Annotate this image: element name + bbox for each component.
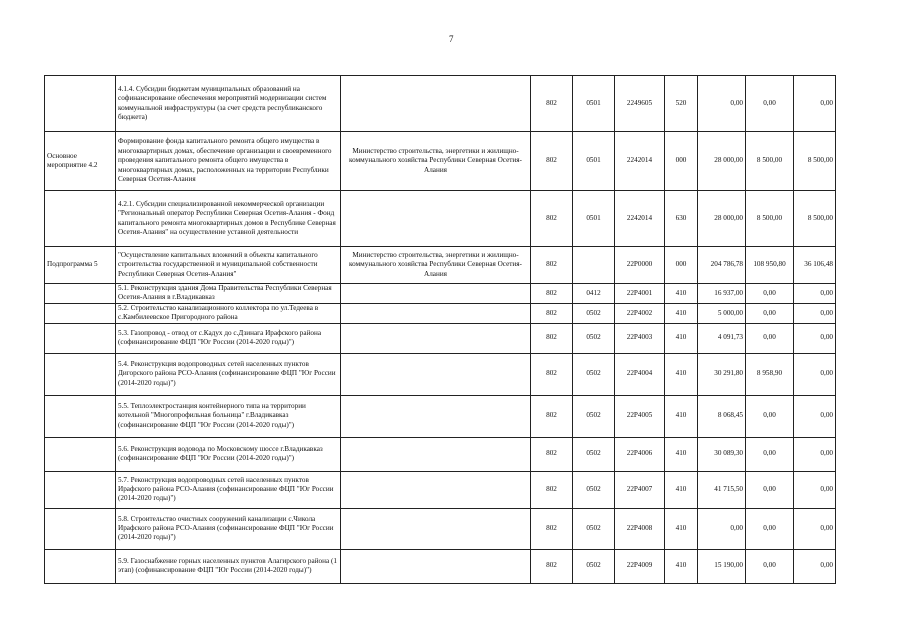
row-rzpr-cell: 0502 bbox=[573, 395, 615, 437]
row-name-cell: 5.2. Строительство канализационного коллектора по ул.Тедеева в с.Камбилеевское Пригородного района bbox=[116, 303, 341, 323]
table-row bbox=[45, 247, 836, 284]
table-row bbox=[45, 132, 836, 191]
row-responsible-cell bbox=[341, 284, 531, 304]
row-amount-2017-cell: 0,00 bbox=[794, 76, 836, 132]
row-name-cell: "Осуществление капитальных вложений в объекты капитального строительства государственной и муниципальной собственности Республики Северная Осетия-Алания" bbox=[116, 247, 341, 284]
row-csr-cell: 2249605 bbox=[615, 76, 665, 132]
row-amount-2016-cell: 0,00 bbox=[746, 303, 794, 323]
row-vr-cell: 410 bbox=[665, 284, 698, 304]
row-amount-2015-cell: 204 786,78 bbox=[698, 247, 746, 284]
row-amount-2016-cell: 0,00 bbox=[746, 508, 794, 549]
table-row bbox=[45, 323, 836, 353]
row-amount-2016-cell: 0,00 bbox=[746, 284, 794, 304]
row-grbs-cell: 802 bbox=[531, 132, 573, 191]
row-amount-2017-cell: 8 500,00 bbox=[794, 132, 836, 191]
table-row bbox=[45, 395, 836, 437]
row-rzpr-cell: 0502 bbox=[573, 549, 615, 583]
row-type-cell bbox=[45, 395, 116, 437]
row-type-cell: Подпрограмма 5 bbox=[45, 247, 116, 284]
row-grbs-cell: 802 bbox=[531, 437, 573, 471]
row-amount-2017-cell: 0,00 bbox=[794, 395, 836, 437]
row-responsible-cell: Министерство строительства, энергетики и жилищно-коммунального хозяйства Республики Северная Осетия-Алания bbox=[341, 247, 531, 284]
row-amount-2015-cell: 15 190,00 bbox=[698, 549, 746, 583]
row-name-cell: 5.9. Газоснабжение горных населенных пунктов Алагирского района (1 этап) (софинансирование ФЦП "Юг России (2014-2020 годы)") bbox=[116, 549, 341, 583]
table-row bbox=[45, 549, 836, 583]
table-body bbox=[45, 76, 836, 584]
row-name-cell: 5.8. Строительство очистных сооружений канализации с.Чикола Ирафского района РСО-Алания (софинансирование ФЦП "Юг России (2014-2020 годы)") bbox=[116, 508, 341, 549]
row-type-cell bbox=[45, 549, 116, 583]
row-rzpr-cell: 0502 bbox=[573, 508, 615, 549]
row-amount-2015-cell: 28 000,00 bbox=[698, 191, 746, 247]
row-name-cell: 5.5. Теплоэлектростанция контейнерного типа на территории котельной "Многопрофильная больница" г.Владикавказ (софинансирование ФЦП "Юг России (2014-2020 годы)") bbox=[116, 395, 341, 437]
row-responsible-cell bbox=[341, 437, 531, 471]
row-csr-cell: 22P4007 bbox=[615, 471, 665, 508]
row-amount-2016-cell: 8 500,00 bbox=[746, 191, 794, 247]
row-amount-2016-cell: 0,00 bbox=[746, 395, 794, 437]
row-amount-2016-cell: 108 950,80 bbox=[746, 247, 794, 284]
row-name-cell: 5.3. Газопровод - отвод от с.Кадух до с.Дзинага Ирафского района (софинансирование ФЦП "Юг России (2014-2020 годы)") bbox=[116, 323, 341, 353]
row-responsible-cell bbox=[341, 353, 531, 395]
row-grbs-cell: 802 bbox=[531, 353, 573, 395]
row-rzpr-cell: 0502 bbox=[573, 471, 615, 508]
row-vr-cell: 520 bbox=[665, 76, 698, 132]
row-amount-2017-cell: 0,00 bbox=[794, 471, 836, 508]
row-csr-cell: 22P4005 bbox=[615, 395, 665, 437]
row-amount-2017-cell: 36 106,48 bbox=[794, 247, 836, 284]
row-amount-2016-cell: 0,00 bbox=[746, 437, 794, 471]
row-vr-cell: 410 bbox=[665, 323, 698, 353]
row-responsible-cell bbox=[341, 323, 531, 353]
row-amount-2017-cell: 8 500,00 bbox=[794, 191, 836, 247]
row-csr-cell: 22P4004 bbox=[615, 353, 665, 395]
row-rzpr-cell: 0502 bbox=[573, 303, 615, 323]
row-amount-2015-cell: 0,00 bbox=[698, 76, 746, 132]
row-amount-2017-cell: 0,00 bbox=[794, 353, 836, 395]
row-grbs-cell: 802 bbox=[531, 76, 573, 132]
row-amount-2015-cell: 30 291,80 bbox=[698, 353, 746, 395]
row-amount-2017-cell: 0,00 bbox=[794, 284, 836, 304]
row-amount-2015-cell: 8 068,45 bbox=[698, 395, 746, 437]
row-amount-2015-cell: 41 715,50 bbox=[698, 471, 746, 508]
page-number: 7 bbox=[449, 34, 454, 44]
row-rzpr-cell: 0502 bbox=[573, 323, 615, 353]
row-amount-2016-cell: 0,00 bbox=[746, 471, 794, 508]
row-amount-2017-cell: 0,00 bbox=[794, 303, 836, 323]
row-vr-cell: 000 bbox=[665, 247, 698, 284]
row-csr-cell: 22P4009 bbox=[615, 549, 665, 583]
row-csr-cell: 22P4002 bbox=[615, 303, 665, 323]
row-amount-2015-cell: 5 000,00 bbox=[698, 303, 746, 323]
row-vr-cell: 410 bbox=[665, 395, 698, 437]
row-vr-cell: 410 bbox=[665, 508, 698, 549]
row-rzpr-cell bbox=[573, 247, 615, 284]
table-row bbox=[45, 76, 836, 132]
row-type-cell: Основное мероприятие 4.2 bbox=[45, 132, 116, 191]
row-type-cell bbox=[45, 284, 116, 304]
row-csr-cell: 2242014 bbox=[615, 132, 665, 191]
row-rzpr-cell: 0412 bbox=[573, 284, 615, 304]
row-rzpr-cell: 0502 bbox=[573, 353, 615, 395]
row-responsible-cell bbox=[341, 191, 531, 247]
table-row bbox=[45, 191, 836, 247]
row-rzpr-cell: 0502 bbox=[573, 437, 615, 471]
row-csr-cell: 2242014 bbox=[615, 191, 665, 247]
row-responsible-cell: Министерство строительства, энергетики и жилищно-коммунального хозяйства Республики Северная Осетия-Алания bbox=[341, 132, 531, 191]
row-name-cell: Формирование фонда капитального ремонта общего имущества в многоквартирных домах, обеспечение организации и своевременного проведения капитального ремонта общего имущества в многоквартирных домах, расположенных на территории Республики Северная Осетия-Алания bbox=[116, 132, 341, 191]
table-row bbox=[45, 284, 836, 304]
row-responsible-cell bbox=[341, 508, 531, 549]
row-grbs-cell: 802 bbox=[531, 395, 573, 437]
row-responsible-cell bbox=[341, 549, 531, 583]
row-amount-2015-cell: 4 091,73 bbox=[698, 323, 746, 353]
row-grbs-cell: 802 bbox=[531, 284, 573, 304]
row-grbs-cell: 802 bbox=[531, 191, 573, 247]
row-grbs-cell: 802 bbox=[531, 247, 573, 284]
row-csr-cell: 22P4008 bbox=[615, 508, 665, 549]
row-amount-2015-cell: 30 089,30 bbox=[698, 437, 746, 471]
table-row bbox=[45, 353, 836, 395]
row-amount-2016-cell: 0,00 bbox=[746, 549, 794, 583]
row-rzpr-cell: 0501 bbox=[573, 76, 615, 132]
row-rzpr-cell: 0501 bbox=[573, 191, 615, 247]
row-grbs-cell: 802 bbox=[531, 303, 573, 323]
row-grbs-cell: 802 bbox=[531, 471, 573, 508]
row-type-cell bbox=[45, 508, 116, 549]
row-vr-cell: 410 bbox=[665, 471, 698, 508]
row-amount-2016-cell: 0,00 bbox=[746, 76, 794, 132]
row-name-cell: 5.4. Реконструкция водопроводных сетей населенных пунктов Дигорского района РСО-Алания (софинансирование ФЦП "Юг России (2014-2020 годы)") bbox=[116, 353, 341, 395]
row-vr-cell: 000 bbox=[665, 132, 698, 191]
row-responsible-cell bbox=[341, 303, 531, 323]
row-amount-2017-cell: 0,00 bbox=[794, 323, 836, 353]
row-vr-cell: 410 bbox=[665, 437, 698, 471]
row-grbs-cell: 802 bbox=[531, 508, 573, 549]
row-grbs-cell: 802 bbox=[531, 323, 573, 353]
row-amount-2017-cell: 0,00 bbox=[794, 549, 836, 583]
row-amount-2015-cell: 28 000,00 bbox=[698, 132, 746, 191]
row-name-cell: 5.1. Реконструкция здания Дома Правительства Республики Северная Осетия-Алания в г.Владикавказ bbox=[116, 284, 341, 304]
row-amount-2016-cell: 0,00 bbox=[746, 323, 794, 353]
row-amount-2015-cell: 0,00 bbox=[698, 508, 746, 549]
row-name-cell: 5.6. Реконструкция водовода по Московскому шоссе г.Владикавказ (софинансирование ФЦП "Юг России (2014-2020 годы)") bbox=[116, 437, 341, 471]
row-rzpr-cell: 0501 bbox=[573, 132, 615, 191]
row-type-cell bbox=[45, 303, 116, 323]
row-responsible-cell bbox=[341, 76, 531, 132]
row-csr-cell: 22P4006 bbox=[615, 437, 665, 471]
row-name-cell: 4.1.4. Субсидии бюджетам муниципальных образований на софинансирование обеспечения мероприятий модернизации систем коммунальной инфраструктуры (за счет средств республиканского бюджета) bbox=[116, 76, 341, 132]
row-type-cell bbox=[45, 323, 116, 353]
row-amount-2017-cell: 0,00 bbox=[794, 437, 836, 471]
row-csr-cell: 22P4001 bbox=[615, 284, 665, 304]
row-type-cell bbox=[45, 353, 116, 395]
row-responsible-cell bbox=[341, 395, 531, 437]
table-row bbox=[45, 471, 836, 508]
row-amount-2016-cell: 8 500,00 bbox=[746, 132, 794, 191]
row-name-cell: 4.2.1. Субсидии специализированной некоммерческой организации "Региональный оператор Республики Северная Осетия-Алания - Фонд капитального ремонта многоквартирных домов в Республике Северная Осетия-Алания" на осуществление уставной деятельности bbox=[116, 191, 341, 247]
row-vr-cell: 410 bbox=[665, 303, 698, 323]
row-name-cell: 5.7. Реконструкция водопроводных сетей населенных пунктов Ирафского района РСО-Алания (софинансирование ФЦП "Юг России (2014-2020 годы)") bbox=[116, 471, 341, 508]
row-vr-cell: 410 bbox=[665, 353, 698, 395]
table-row bbox=[45, 303, 836, 323]
row-amount-2015-cell: 16 937,00 bbox=[698, 284, 746, 304]
row-type-cell bbox=[45, 191, 116, 247]
row-grbs-cell: 802 bbox=[531, 549, 573, 583]
table-row bbox=[45, 437, 836, 471]
row-csr-cell: 22P4003 bbox=[615, 323, 665, 353]
row-amount-2016-cell: 8 958,90 bbox=[746, 353, 794, 395]
row-type-cell bbox=[45, 76, 116, 132]
row-vr-cell: 630 bbox=[665, 191, 698, 247]
row-responsible-cell bbox=[341, 471, 531, 508]
row-type-cell bbox=[45, 437, 116, 471]
row-vr-cell: 410 bbox=[665, 549, 698, 583]
row-type-cell bbox=[45, 471, 116, 508]
table-row bbox=[45, 508, 836, 549]
budget-table bbox=[44, 75, 836, 584]
row-csr-cell: 22P0000 bbox=[615, 247, 665, 284]
row-amount-2017-cell: 0,00 bbox=[794, 508, 836, 549]
